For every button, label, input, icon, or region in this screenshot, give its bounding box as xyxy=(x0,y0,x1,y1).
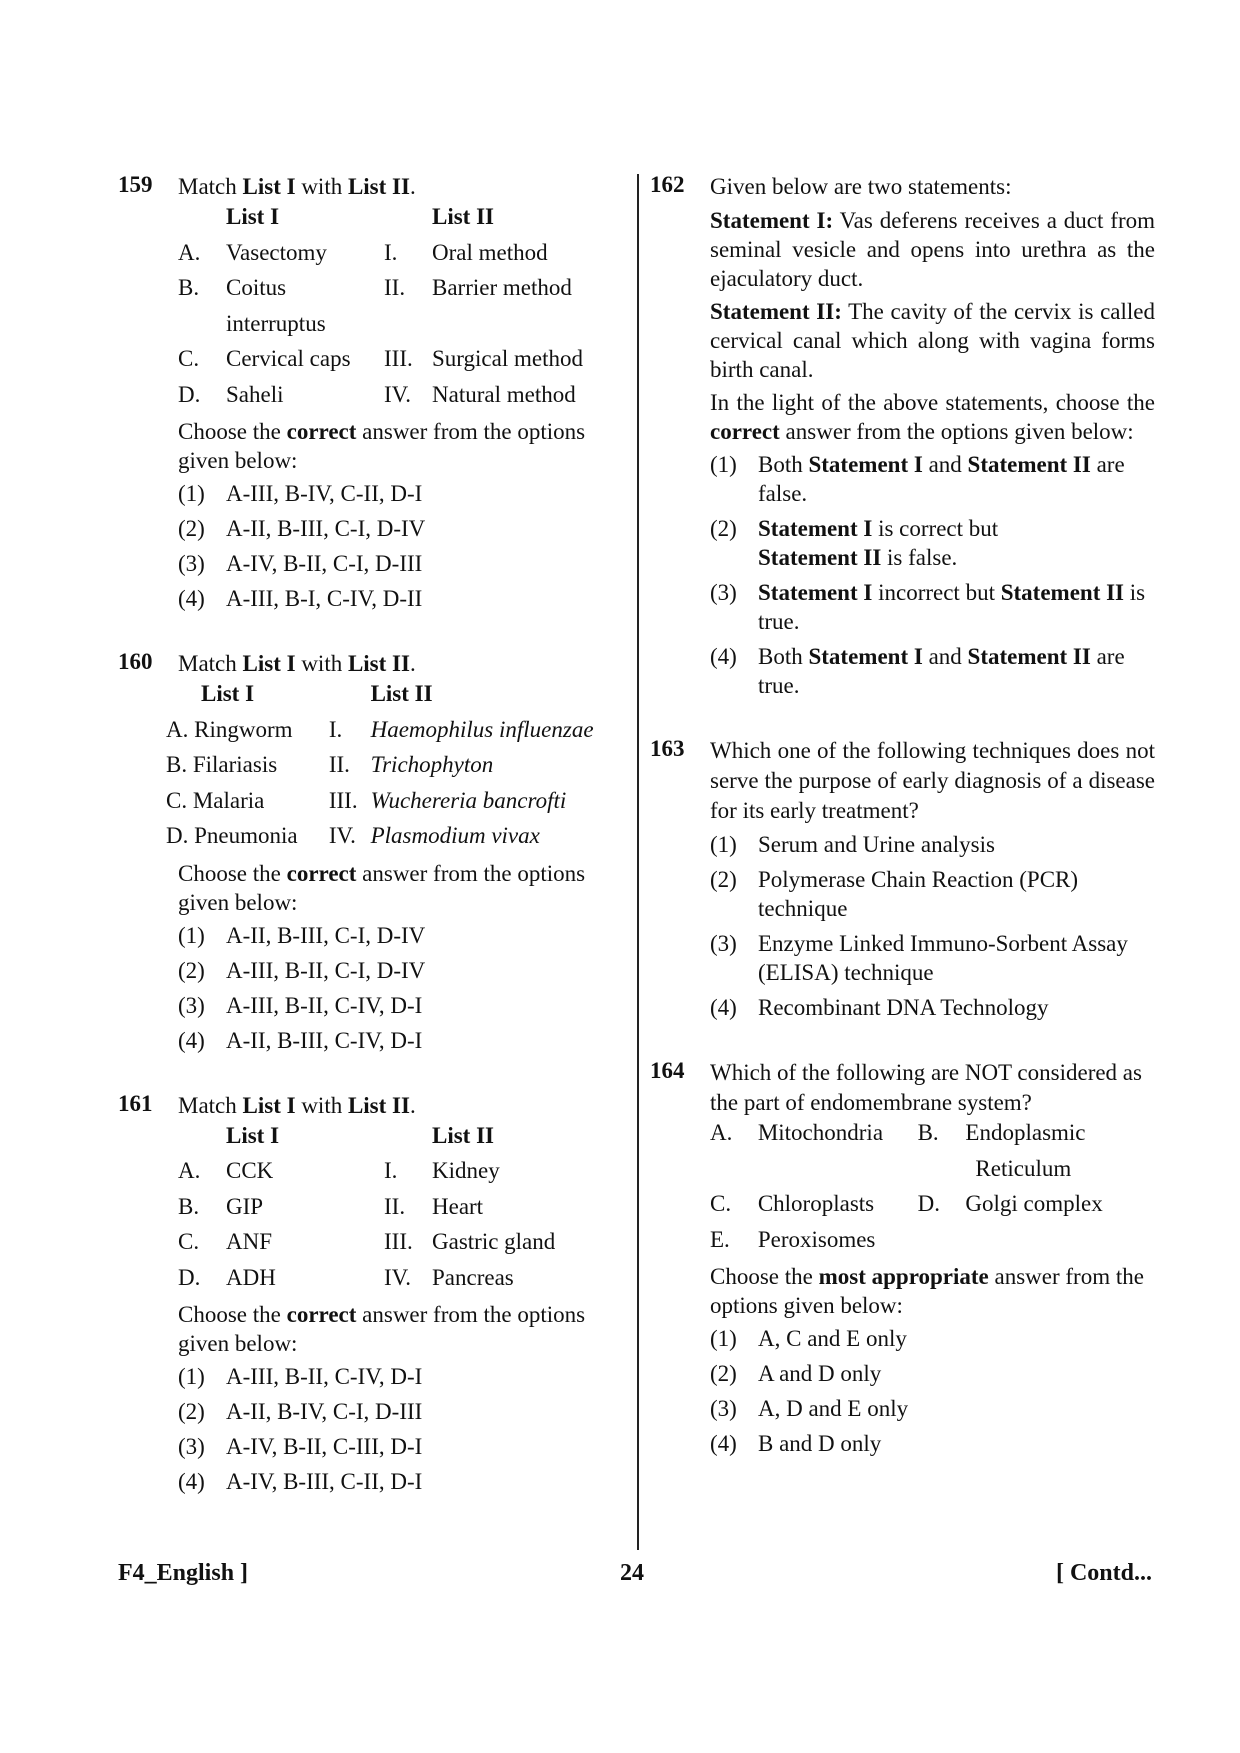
option-1: (1) Both Statement I and Statement II are false. xyxy=(710,452,1125,506)
option-4: (4) A-IV, B-III, C-II, D-I xyxy=(178,1469,423,1494)
table-row: C. Chloroplasts D. Golgi complex xyxy=(710,1191,1103,1216)
question-163 xyxy=(650,736,1155,1022)
option-1: (1) A, C and E only xyxy=(710,1326,907,1351)
option-3: (3) A, D and E only xyxy=(710,1396,909,1421)
table-row: C. Malaria III. Wuchereria bancrofti xyxy=(166,787,567,813)
question-number: 161 xyxy=(118,1090,153,1116)
list-i-header: List I xyxy=(226,1122,280,1148)
question-160 xyxy=(118,649,628,1055)
question-159 xyxy=(118,172,628,613)
table-row: A. Vasectomy I. Oral method xyxy=(178,239,548,265)
option-2: (2) A-II, B-III, C-I, D-IV xyxy=(178,516,426,541)
question-164 xyxy=(650,1058,1155,1458)
list-i-header: List I xyxy=(226,204,280,229)
option-3: (3) Statement I incorrect but Statement II is true. xyxy=(710,580,1146,634)
footer-page-number: 24 xyxy=(620,1560,644,1586)
table-row: D. Pneumonia IV. Plasmodium vivax xyxy=(166,823,540,848)
option-4: (4) A-III, B-I, C-IV, D-II xyxy=(178,586,423,611)
column-divider xyxy=(637,174,639,1550)
question-162 xyxy=(650,172,1155,700)
option-1: (1) A-III, B-IV, C-II, D-I xyxy=(178,481,423,506)
option-3: (3) A-IV, B-II, C-I, D-III xyxy=(178,551,423,576)
question-stem: Which of the following are NOT considered as the part of endomembrane system? xyxy=(710,1060,1142,1115)
question-stem: Given below are two statements: xyxy=(710,174,1012,199)
list-ii-header: List II xyxy=(432,1122,494,1148)
right-column xyxy=(650,172,1155,1464)
left-column xyxy=(118,172,628,1502)
option-2: (2) Polymerase Chain Reaction (PCR) technique xyxy=(710,867,1079,921)
question-number: 164 xyxy=(650,1058,685,1083)
option-2: (2) A and D only xyxy=(710,1361,882,1386)
instruction: Choose the correct answer from the options given below: xyxy=(178,419,586,473)
option-2: (2) A-II, B-IV, C-I, D-III xyxy=(178,1399,423,1424)
question-stem: Match List I with List II. xyxy=(178,651,416,676)
question-number: 160 xyxy=(118,649,153,674)
list-i-header: List I xyxy=(201,681,255,706)
table-row: E. Peroxisomes xyxy=(710,1226,876,1252)
table-row: D. ADH IV. Pancreas xyxy=(178,1264,514,1290)
option-4: (4) Both Statement I and Statement II are true. xyxy=(710,644,1125,698)
instruction: Choose the correct answer from the options given below: xyxy=(178,1302,586,1356)
instruction: In the light of the above statements, choose the correct answer from the options given below: xyxy=(710,390,1155,444)
match-table xyxy=(166,679,628,857)
table-row: B. GIP II. Heart xyxy=(178,1193,484,1219)
options-list xyxy=(178,921,628,1055)
table-row: B. Filariasis II. Trichophyton xyxy=(166,752,494,777)
options-list xyxy=(178,479,628,613)
option-2: (2) A-III, B-II, C-I, D-IV xyxy=(178,957,426,983)
instruction: Choose the most appropriate answer from the options given below: xyxy=(710,1264,1144,1318)
option-2: (2) Statement I is correct but Statement II is false. xyxy=(710,516,999,570)
option-1: (1) A-III, B-II, C-IV, D-I xyxy=(178,1364,423,1389)
option-3: (3) Enzyme Linked Immuno-Sorbent Assay (ELISA) technique xyxy=(710,931,1128,985)
question-number: 162 xyxy=(650,172,685,197)
option-4: (4) B and D only xyxy=(710,1431,882,1456)
options-list xyxy=(710,830,1155,1022)
footer-continued: [ Contd... xyxy=(1055,1560,1152,1586)
table-row: A. Ringworm I. Haemophilus influenzae xyxy=(166,716,594,742)
option-3: (3) A-IV, B-II, C-III, D-I xyxy=(178,1434,423,1459)
table-row: C. ANF III. Gastric gland xyxy=(178,1229,556,1254)
match-table xyxy=(178,1121,628,1299)
table-row: Reticulum xyxy=(975,1155,1072,1181)
question-161 xyxy=(118,1091,628,1497)
option-4: (4) A-II, B-III, C-IV, D-I xyxy=(178,1027,423,1053)
statement-ii: Statement II: The cavity of the cervix is called cervical canal which along with vagina forms birth canal. xyxy=(710,299,1155,382)
question-stem: Match List I with List II. xyxy=(178,174,416,199)
list-ii-header: List II xyxy=(432,204,494,229)
statement-i: Statement I: Vas deferens receives a duct from seminal vesicle and opens into urethra as the ejaculatory duct. xyxy=(710,208,1155,291)
items-table xyxy=(710,1118,1155,1260)
table-row: A. CCK I. Kidney xyxy=(178,1158,500,1183)
options-list xyxy=(178,1362,628,1496)
list-ii-header: List II xyxy=(370,681,433,706)
table-row: B. Coitus II. Barrier method xyxy=(178,275,572,300)
option-4: (4) Recombinant DNA Technology xyxy=(710,995,1049,1020)
table-row: interruptus xyxy=(226,310,326,336)
question-number: 159 xyxy=(118,172,153,197)
table-row: C. Cervical caps III. Surgical method xyxy=(178,346,583,371)
table-row: A. Mitochondria B. Endoplasmic xyxy=(710,1120,1086,1145)
question-number: 163 xyxy=(650,736,685,761)
footer-paper-code: F4_English ] xyxy=(118,1560,249,1586)
options-list xyxy=(710,1324,1155,1458)
instruction: Choose the correct answer from the options given below: xyxy=(178,860,586,915)
option-1: (1) A-II, B-III, C-I, D-IV xyxy=(178,922,426,948)
match-table xyxy=(178,202,628,415)
option-3: (3) A-III, B-II, C-IV, D-I xyxy=(178,992,423,1018)
question-stem: Match List I with List II. xyxy=(178,1092,416,1118)
table-row: D. Saheli IV. Natural method xyxy=(178,381,576,407)
option-1: (1) Serum and Urine analysis xyxy=(710,832,995,857)
question-stem: Which one of the following techniques does not serve the purpose of early diagnosis of a disease for its early treatment? xyxy=(710,738,1155,823)
options-list xyxy=(710,450,1155,700)
